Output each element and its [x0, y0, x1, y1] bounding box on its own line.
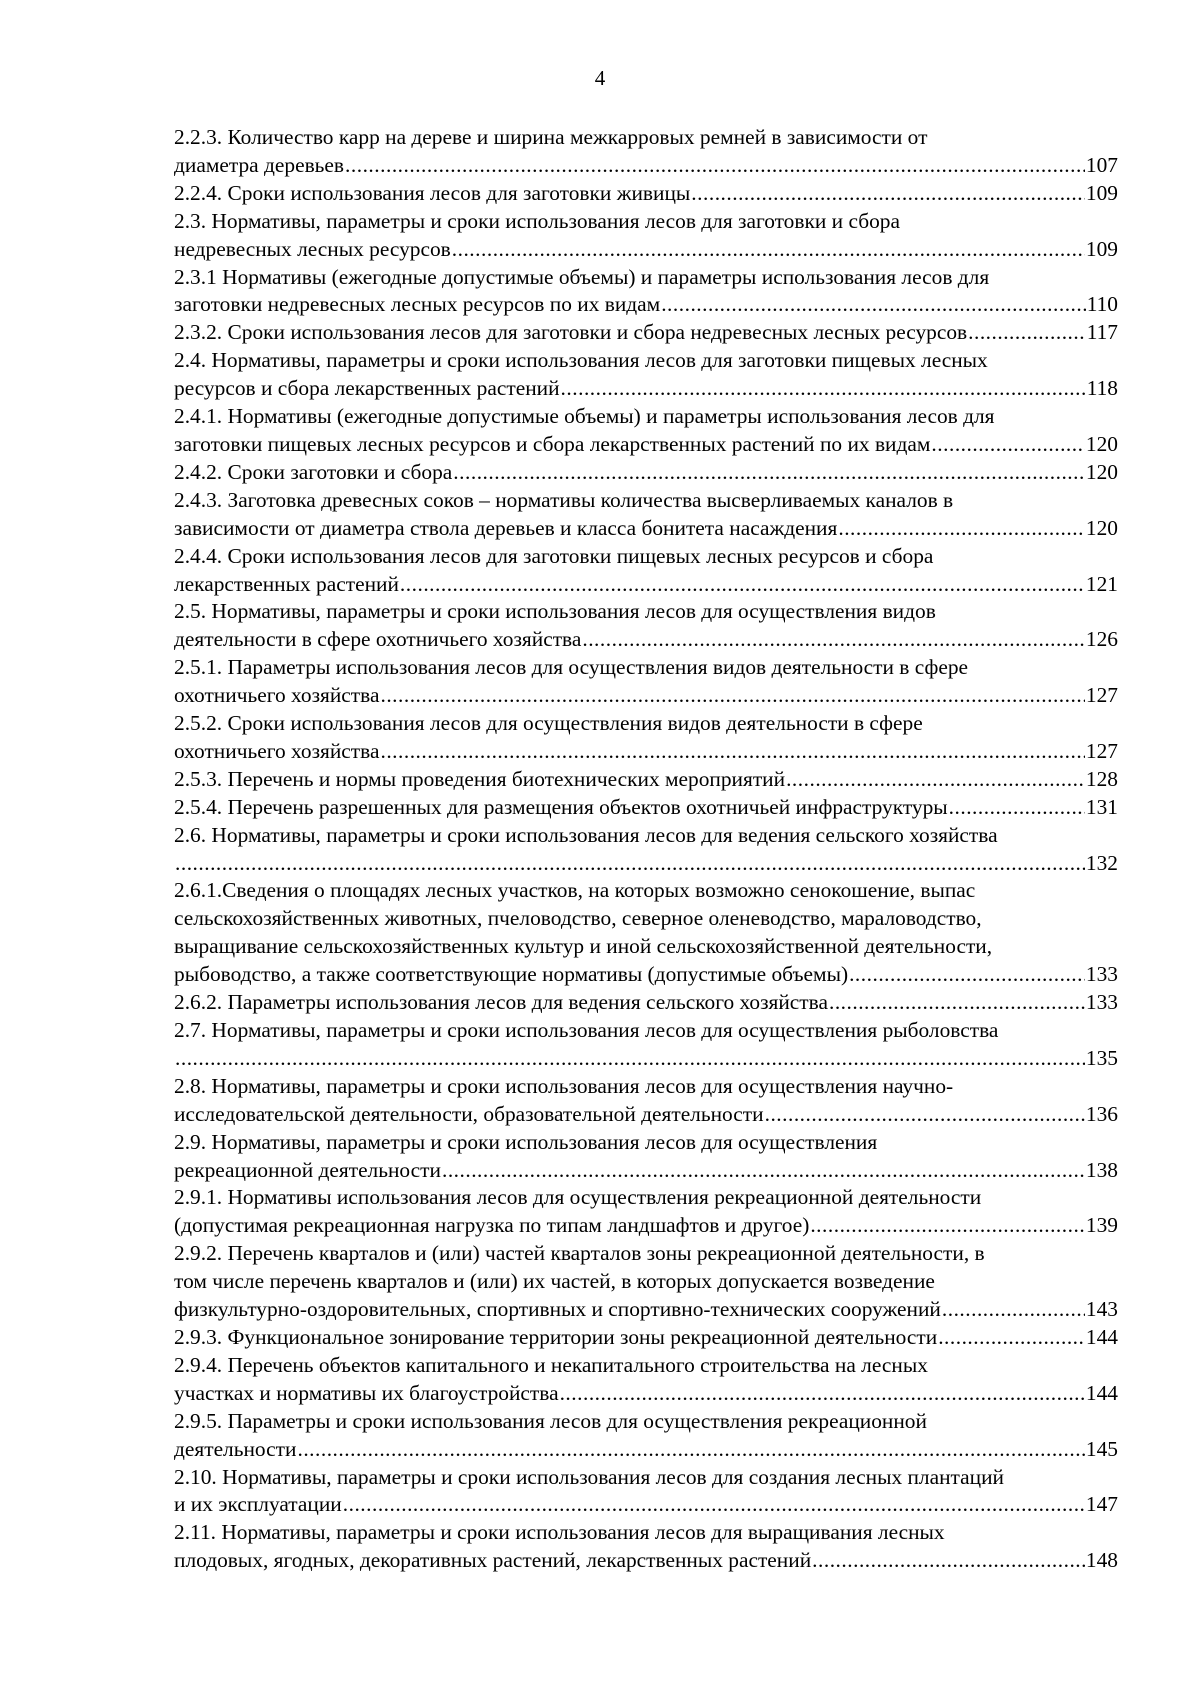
toc-entry-title-line: (допустимая рекреационная нагрузка по типам ландшафтов и другое): [174, 1213, 810, 1238]
toc-entry-page-number: 107: [1085, 152, 1118, 177]
toc-entry-page-number: 139: [1085, 1213, 1118, 1238]
toc-entry-last-line: [174, 459, 1118, 487]
dot-leader: [442, 1157, 1085, 1185]
toc-entry-page-number: 118: [1086, 376, 1118, 401]
toc-entry-page-number: 138: [1085, 1157, 1118, 1182]
toc-entry: [174, 459, 1118, 487]
toc-entry-page-number: 133: [1085, 990, 1118, 1015]
toc-entry-last-line: [174, 1101, 1118, 1129]
dot-leader: [343, 1491, 1085, 1519]
toc-entry-title-line: охотничьего хозяйства: [174, 738, 380, 763]
toc-entry-last-line: [174, 1491, 1118, 1519]
toc-entry: [174, 1184, 1118, 1240]
toc-entry-page-number: 136: [1085, 1101, 1118, 1126]
toc-entry-title-line: 2.9.5. Параметры и сроки использования лесов для осуществления рекреационной: [174, 1408, 927, 1433]
dot-leader: [582, 626, 1085, 654]
dot-leader: [175, 1045, 1085, 1073]
toc-entry-title-line: охотничьего хозяйства: [174, 683, 380, 708]
dot-leader: [560, 1380, 1085, 1408]
toc-entry: [174, 877, 1118, 989]
toc-entry-page-number: 120: [1085, 459, 1118, 484]
toc-entry: [174, 1519, 1118, 1575]
toc-entry-title-line: заготовки пищевых лесных ресурсов и сбора лекарственных растений по их видам: [174, 431, 931, 456]
toc-entry-page-number: 120: [1085, 515, 1118, 540]
toc-entry-last-line: [174, 682, 1118, 710]
toc-entry-title-line: том числе перечень кварталов и (или) их частей, в которых допускается возведение: [174, 1269, 935, 1294]
toc-entry: [174, 264, 1118, 320]
dot-leader: [297, 1436, 1084, 1464]
toc-entry-title-line: 2.5.4. Перечень разрешенных для размещения объектов охотничьей инфраструктуры: [174, 794, 948, 819]
toc-entry: [174, 543, 1118, 599]
toc-entry-page-number: 121: [1085, 571, 1118, 596]
toc-entry: [174, 654, 1118, 710]
toc-entry-title-line: 2.9. Нормативы, параметры и сроки использования лесов для осуществления: [174, 1129, 878, 1154]
toc-entry-page-number: 127: [1085, 738, 1118, 763]
toc-entry-last-line: [174, 515, 1118, 543]
toc-entry-last-line: [174, 375, 1118, 403]
toc-entry: [174, 208, 1118, 264]
toc-entry-last-line: [174, 1436, 1118, 1464]
toc-entry: [174, 1324, 1118, 1352]
toc-entry-title-line: 2.5.3. Перечень и нормы проведения биотехнических мероприятий: [174, 766, 786, 791]
toc-entry-title-line: 2.5.2. Сроки использования лесов для осуществления видов деятельности в сфере: [174, 711, 923, 736]
toc-entry-title-line: 2.9.3. Функциональное зонирование территории зоны рекреационной деятельности: [174, 1324, 938, 1349]
toc-entry-last-line: [174, 571, 1118, 599]
toc-entry-title-line: рекреационной деятельности: [174, 1157, 441, 1182]
dot-leader: [561, 375, 1086, 403]
toc-entry-title-line: 2.6.2. Параметры использования лесов для ведения сельского хозяйства: [174, 990, 828, 1015]
toc-entry-title-line: 2.8. Нормативы, параметры и сроки использования лесов для осуществления научно-: [174, 1073, 954, 1098]
toc-entry-page-number: 117: [1086, 320, 1118, 345]
toc-entry-title-line: 2.4.3. Заготовка древесных соков – нормативы количества высверливаемых каналов в: [174, 487, 954, 512]
dot-leader: [380, 738, 1084, 766]
toc-entry-title-line: деятельности: [174, 1436, 297, 1461]
toc-entry: [174, 347, 1118, 403]
toc-entry-title-line: зависимости от диаметра ствола деревьев и класса бонитета насаждения: [174, 515, 838, 540]
toc-entry: [174, 1464, 1118, 1520]
toc-entry: [174, 1240, 1118, 1324]
toc-entry-title-line: лекарственных растений: [174, 571, 399, 596]
table-of-contents: [174, 124, 1118, 1575]
toc-entry: [174, 1408, 1118, 1464]
toc-entry: [174, 1017, 1118, 1073]
toc-entry-title-line: исследовательской деятельности, образовательной деятельности: [174, 1101, 764, 1126]
toc-entry-title-line: плодовых, ягодных, декоративных растений, лекарственных растений: [174, 1548, 812, 1573]
toc-entry-title-line: 2.5.1. Параметры использования лесов для осуществления видов деятельности в сфере: [174, 655, 969, 680]
toc-entry: [174, 319, 1118, 347]
toc-entry-page-number: 148: [1085, 1548, 1118, 1573]
toc-entry: [174, 1073, 1118, 1129]
toc-entry: [174, 822, 1118, 878]
toc-entry-title-line: физкультурно-оздоровительных, спортивных и спортивно-технических сооружений: [174, 1297, 941, 1322]
dot-leader: [453, 459, 1085, 487]
toc-entry-page-number: 133: [1085, 962, 1118, 987]
toc-entry: [174, 1129, 1118, 1185]
toc-entry-page-number: 144: [1085, 1324, 1118, 1349]
dot-leader: [175, 850, 1085, 878]
dot-leader: [380, 682, 1084, 710]
toc-entry-last-line: [174, 236, 1118, 264]
toc-entry-title-line: 2.9.1. Нормативы использования лесов для осуществления рекреационной деятельности: [174, 1185, 982, 1210]
toc-entry-last-line: [174, 961, 1118, 989]
toc-entry-page-number: 126: [1085, 627, 1118, 652]
dot-leader: [968, 319, 1086, 347]
toc-entry-title-line: 2.3.1 Нормативы (ежегодные допустимые объемы) и параметры использования лесов для: [174, 264, 990, 289]
toc-entry-title-line: сельскохозяйственных животных, пчеловодство, северное оленеводство, мараловодство,: [174, 906, 982, 931]
toc-entry: [174, 487, 1118, 543]
dot-leader: [938, 1324, 1085, 1352]
toc-entry-title-line: 2.4.1. Нормативы (ежегодные допустимые объемы) и параметры использования лесов для: [174, 404, 995, 429]
dot-leader: [691, 180, 1085, 208]
toc-entry: [174, 766, 1118, 794]
toc-entry-title-line: 2.4. Нормативы, параметры и сроки использования лесов для заготовки пищевых лесных: [174, 348, 988, 373]
page-number: 4: [594, 66, 606, 90]
toc-entry-title-line: диаметра деревьев: [174, 152, 345, 177]
toc-entry-last-line: [174, 1380, 1118, 1408]
dot-leader: [949, 794, 1085, 822]
toc-entry-page-number: 145: [1085, 1436, 1118, 1461]
toc-entry-title-line: 2.3. Нормативы, параметры и сроки использования лесов для заготовки и сбора: [174, 208, 900, 233]
toc-entry-title-line: и их эксплуатации: [174, 1492, 342, 1517]
toc-entry-title-line: выращивание сельскохозяйственных культур и иной сельскохозяйственной деятельности,: [174, 934, 993, 959]
dot-leader: [931, 431, 1084, 459]
toc-entry: [174, 989, 1118, 1017]
toc-entry-last-line: [174, 850, 1118, 878]
toc-entry-last-line: [174, 152, 1118, 180]
toc-entry-last-line: [174, 1324, 1118, 1352]
toc-entry-page-number: 109: [1085, 180, 1118, 205]
toc-entry: [174, 403, 1118, 459]
dot-leader: [838, 515, 1085, 543]
dot-leader: [786, 766, 1085, 794]
toc-entry: [174, 710, 1118, 766]
dot-leader: [765, 1101, 1085, 1129]
toc-entry-title-line: участках и нормативы их благоустройства: [174, 1380, 559, 1405]
toc-entry-page-number: 147: [1085, 1492, 1118, 1517]
toc-entry-title-line: ресурсов и сбора лекарственных растений: [174, 376, 560, 401]
toc-entry-page-number: 144: [1085, 1380, 1118, 1405]
toc-entry-page-number: 132: [1085, 850, 1118, 875]
toc-entry-title-line: рыбоводство, а также соответствующие нормативы (допустимые объемы): [174, 962, 849, 987]
toc-entry-page-number: 128: [1085, 766, 1118, 791]
dot-leader: [829, 989, 1085, 1017]
toc-entry-last-line: [174, 794, 1118, 822]
toc-entry-title-line: 2.9.2. Перечень кварталов и (или) частей кварталов зоны рекреационной деятельности, в: [174, 1241, 985, 1266]
toc-entry-title-line: 2.2.3. Количество карр на дереве и ширина межкарровых ремней в зависимости от: [174, 125, 928, 149]
toc-entry-page-number: 109: [1085, 236, 1118, 261]
toc-entry-title-line: недревесных лесных ресурсов: [174, 236, 451, 261]
toc-entry-title-line: 2.5. Нормативы, параметры и сроки использования лесов для осуществления видов: [174, 599, 936, 624]
toc-entry: [174, 794, 1118, 822]
dot-leader: [849, 961, 1085, 989]
dot-leader: [661, 291, 1086, 319]
toc-entry-last-line: [174, 626, 1118, 654]
toc-entry-last-line: [174, 1157, 1118, 1185]
toc-entry: [174, 180, 1118, 208]
toc-entry: [174, 1352, 1118, 1408]
toc-entry-title-line: 2.4.2. Сроки заготовки и сбора: [174, 459, 453, 484]
toc-entry-last-line: [174, 180, 1118, 208]
dot-leader: [942, 1296, 1085, 1324]
toc-entry-title-line: 2.3.2. Сроки использования лесов для заготовки и сбора недревесных лесных ресурсов: [174, 320, 968, 345]
toc-entry-page-number: 143: [1085, 1297, 1118, 1322]
toc-entry-title-line: 2.6.1.Сведения о площадях лесных участков, на которых возможно сенокошение, выпас: [174, 878, 976, 903]
toc-entry-title-line: 2.4.4. Сроки использования лесов для заготовки пищевых лесных ресурсов и сбора: [174, 543, 934, 568]
toc-entry-last-line: [174, 1045, 1118, 1073]
toc-entry-last-line: [174, 766, 1118, 794]
toc-entry-last-line: [174, 1547, 1118, 1575]
toc-entry-title-line: 2.2.4. Сроки использования лесов для заготовки живицы: [174, 180, 691, 205]
toc-entry-last-line: [174, 989, 1118, 1017]
dot-leader: [810, 1212, 1085, 1240]
toc-entry-title-line: 2.10. Нормативы, параметры и сроки использования лесов для создания лесных плантаций: [174, 1464, 1004, 1489]
toc-entry-title-line: заготовки недревесных лесных ресурсов по их видам: [174, 292, 661, 317]
toc-entry-title-line: 2.7. Нормативы, параметры и сроки использования лесов для осуществления рыболовства: [174, 1018, 999, 1042]
toc-entry-title-line: деятельности в сфере охотничьего хозяйства: [174, 627, 582, 652]
toc-entry-page-number: 127: [1085, 683, 1118, 708]
toc-entry-title-line: 2.11. Нормативы, параметры и сроки использования лесов для выращивания лесных: [174, 1520, 945, 1545]
dot-leader: [400, 571, 1085, 599]
toc-entry-page-number: 135: [1085, 1045, 1118, 1070]
toc-entry-title-line: 2.9.4. Перечень объектов капитального и некапитального строительства на лесных: [174, 1352, 928, 1377]
toc-entry-page-number: 120: [1085, 431, 1118, 456]
toc-entry-last-line: [174, 431, 1118, 459]
dot-leader: [345, 152, 1085, 180]
toc-entry-last-line: [174, 291, 1118, 319]
dot-leader: [812, 1547, 1085, 1575]
toc-entry-page-number: 131: [1085, 794, 1118, 819]
toc-entry: [174, 124, 1118, 180]
dot-leader: [452, 236, 1085, 264]
toc-entry-title-line: 2.6. Нормативы, параметры и сроки использования лесов для ведения сельского хозяйства: [174, 822, 998, 847]
toc-entry-page-number: 110: [1086, 292, 1118, 317]
toc-entry: [174, 598, 1118, 654]
toc-entry-last-line: [174, 738, 1118, 766]
toc-entry-last-line: [174, 1296, 1118, 1324]
toc-entry-last-line: [174, 319, 1118, 347]
toc-entry-last-line: [174, 1212, 1118, 1240]
